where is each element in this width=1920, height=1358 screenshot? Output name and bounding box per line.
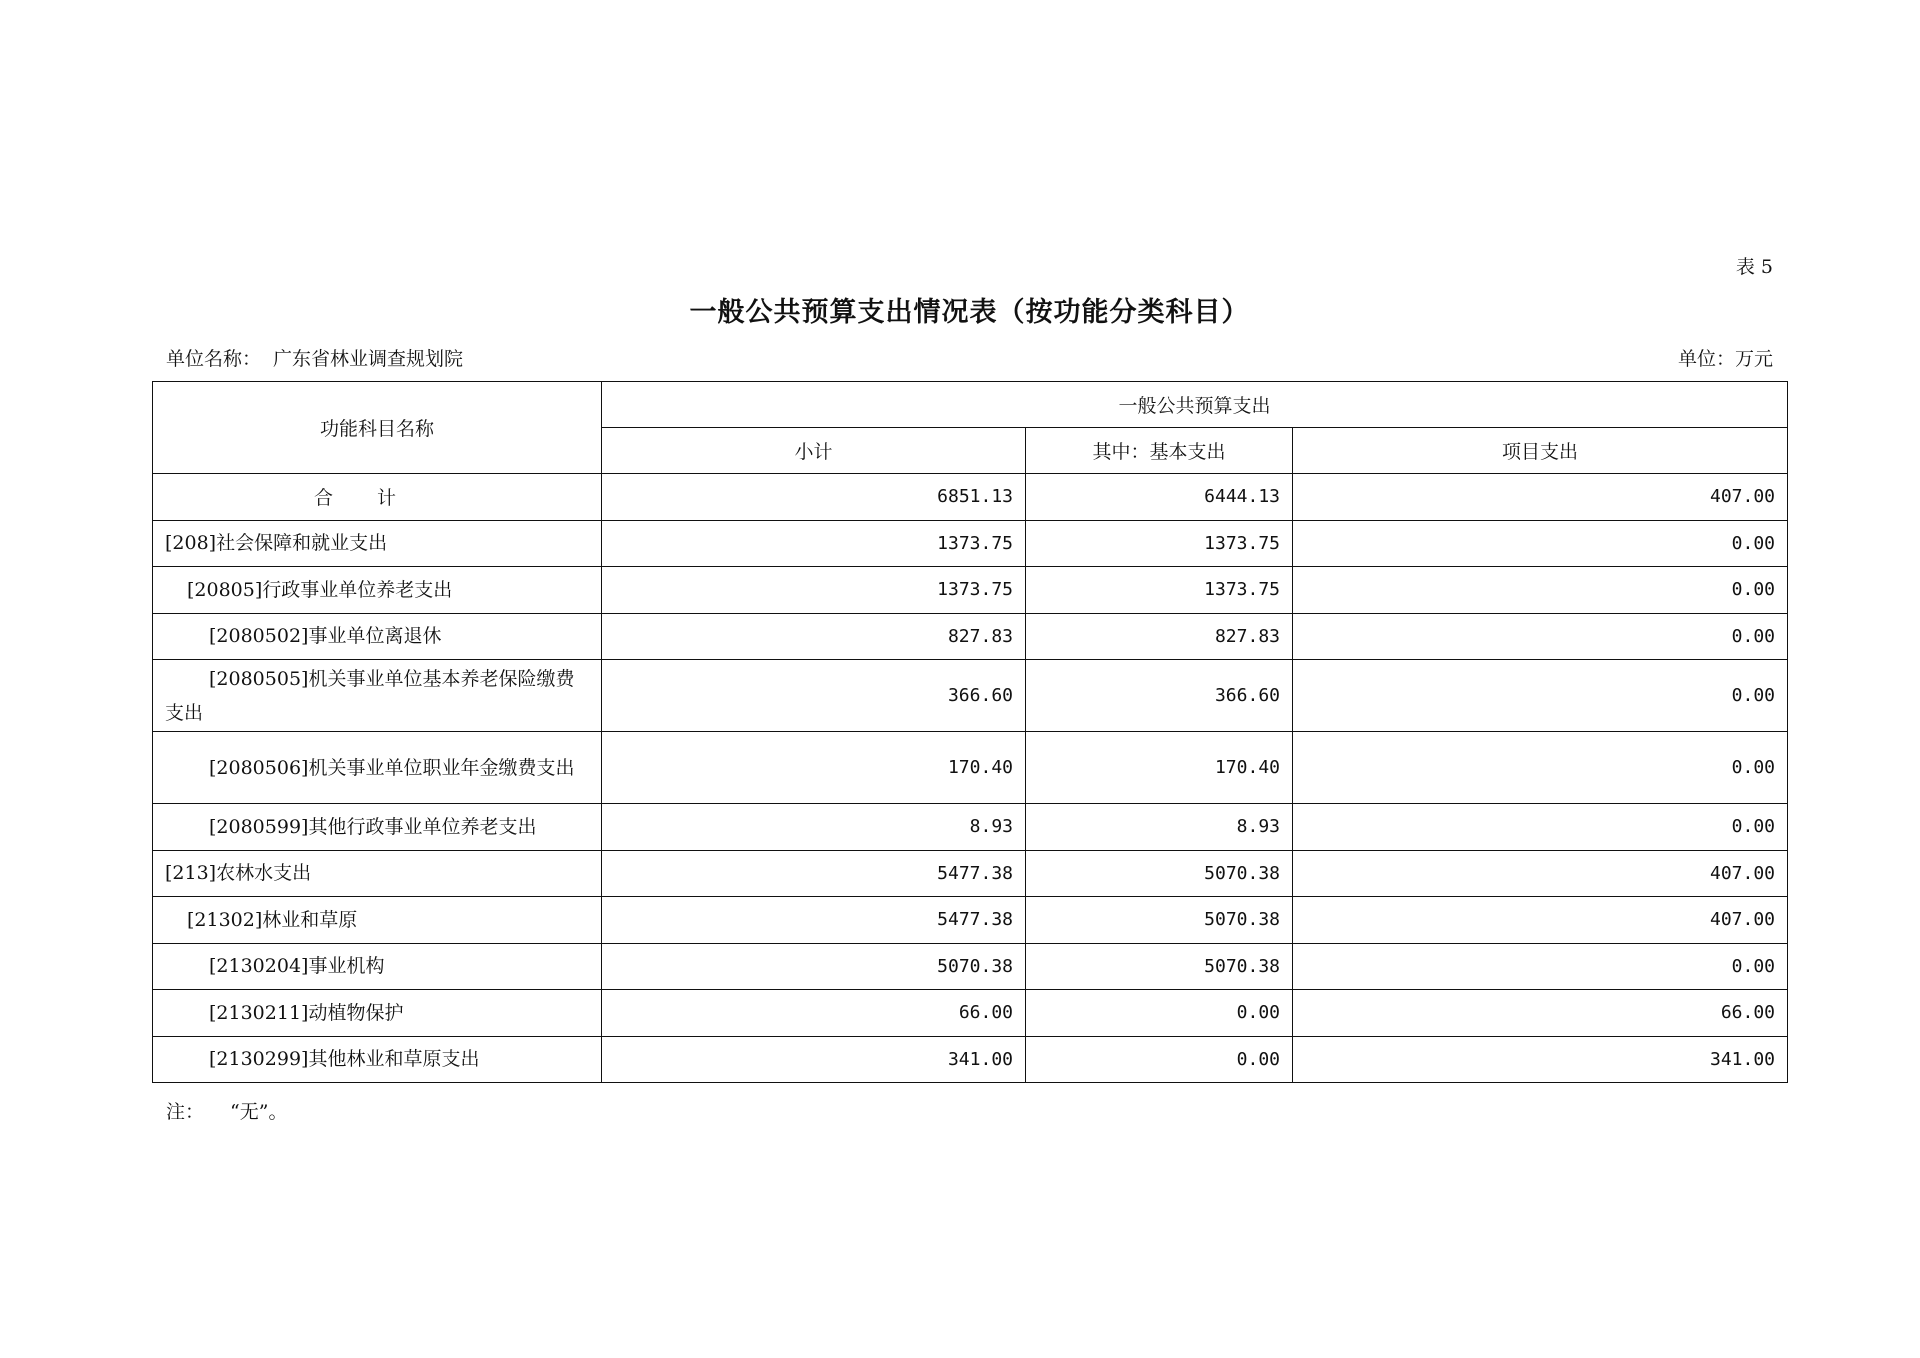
row-project: 0.00	[1293, 804, 1788, 851]
row-basic: 1373.75	[1026, 567, 1293, 614]
table-number: 表 5	[1735, 256, 1773, 278]
document-title: 一般公共预算支出情况表（按功能分类科目）	[689, 297, 1250, 328]
table-row	[153, 520, 1788, 567]
header-project: 项目支出	[1293, 428, 1788, 474]
table-row	[153, 850, 1788, 897]
total-subtotal: 6851.13	[602, 474, 1026, 521]
row-basic: 0.00	[1026, 1036, 1293, 1083]
table-row	[153, 567, 1788, 614]
row-basic: 170.40	[1026, 732, 1293, 804]
row-name: [208]社会保障和就业支出	[153, 520, 602, 567]
row-project: 341.00	[1293, 1036, 1788, 1083]
table-row	[153, 732, 1788, 804]
row-basic: 1373.75	[1026, 520, 1293, 567]
row-name: [20805]行政事业单位养老支出	[153, 567, 602, 614]
table-row	[153, 613, 1788, 660]
row-subtotal: 66.00	[602, 990, 1026, 1037]
table-row	[153, 990, 1788, 1037]
row-subtotal: 5477.38	[602, 850, 1026, 897]
header-group-general-budget: 一般公共预算支出	[602, 382, 1788, 428]
table-row	[153, 897, 1788, 944]
row-basic: 366.60	[1026, 660, 1293, 732]
row-name: [2130299]其他林业和草原支出	[153, 1036, 602, 1083]
row-basic: 5070.38	[1026, 850, 1293, 897]
row-subtotal: 5477.38	[602, 897, 1026, 944]
total-basic: 6444.13	[1026, 474, 1293, 521]
row-project: 0.00	[1293, 660, 1788, 732]
row-project: 0.00	[1293, 943, 1788, 990]
header-row-1	[153, 382, 1788, 428]
row-subtotal: 8.93	[602, 804, 1026, 851]
row-name: [2080506]机关事业单位职业年金缴费支出	[153, 732, 602, 804]
row-basic: 5070.38	[1026, 943, 1293, 990]
total-project: 407.00	[1293, 474, 1788, 521]
unit-label: 单位：万元	[1677, 348, 1773, 370]
row-name: [2080505]机关事业单位基本养老保险缴费支出	[153, 660, 602, 732]
table-row	[153, 804, 1788, 851]
row-basic: 827.83	[1026, 613, 1293, 660]
note-text: “无”。	[230, 1101, 288, 1123]
row-name: [21302]林业和草原	[153, 897, 602, 944]
row-project: 66.00	[1293, 990, 1788, 1037]
row-basic: 0.00	[1026, 990, 1293, 1037]
row-basic: 8.93	[1026, 804, 1293, 851]
row-project: 0.00	[1293, 567, 1788, 614]
row-name: [2130211]动植物保护	[153, 990, 602, 1037]
table-row	[153, 660, 1788, 732]
row-subtotal: 827.83	[602, 613, 1026, 660]
header-function-name: 功能科目名称	[153, 382, 602, 474]
row-subtotal: 341.00	[602, 1036, 1026, 1083]
row-subtotal: 170.40	[602, 732, 1026, 804]
budget-table	[152, 381, 1788, 1083]
row-name: [213]农林水支出	[153, 850, 602, 897]
row-name: [2080502]事业单位离退休	[153, 613, 602, 660]
row-project: 407.00	[1293, 897, 1788, 944]
row-subtotal: 1373.75	[602, 520, 1026, 567]
row-name: [2080599]其他行政事业单位养老支出	[153, 804, 602, 851]
note-label: 注：	[166, 1101, 205, 1123]
total-label: 合计	[153, 474, 602, 521]
unit-name-value: 广东省林业调查规划院	[273, 348, 464, 370]
table-row	[153, 943, 1788, 990]
unit-name	[166, 344, 463, 371]
row-subtotal: 5070.38	[602, 943, 1026, 990]
header-basic: 其中：基本支出	[1026, 428, 1293, 474]
header-subtotal: 小计	[602, 428, 1026, 474]
row-subtotal: 366.60	[602, 660, 1026, 732]
row-project: 407.00	[1293, 850, 1788, 897]
row-project: 0.00	[1293, 613, 1788, 660]
table-row-total	[153, 474, 1788, 521]
table-row	[153, 1036, 1788, 1083]
row-name: [2130204]事业机构	[153, 943, 602, 990]
row-project: 0.00	[1293, 520, 1788, 567]
row-basic: 5070.38	[1026, 897, 1293, 944]
meta-line	[166, 344, 1773, 371]
row-project: 0.00	[1293, 732, 1788, 804]
row-subtotal: 1373.75	[602, 567, 1026, 614]
unit-name-label: 单位名称：	[166, 348, 262, 370]
table-note	[166, 1097, 287, 1124]
